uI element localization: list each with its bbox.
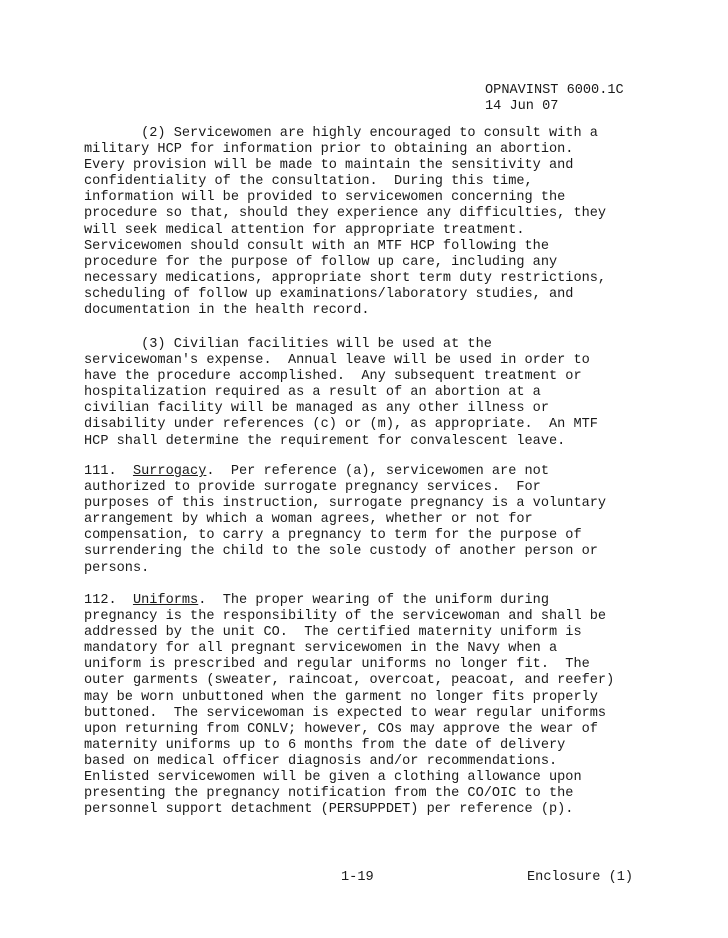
paragraph-line: persons. bbox=[84, 560, 150, 576]
paragraph-line: servicewoman's expense. Annual leave will be used in order to bbox=[84, 353, 590, 369]
paragraph-line: presenting the pregnancy notification from the CO/OIC to the bbox=[84, 786, 574, 802]
section-111-surrogacy bbox=[84, 464, 664, 577]
paragraph-line: procedure so that, should they experience any difficulties, they bbox=[84, 206, 607, 222]
paragraph-line: HCP shall determine the requirement for convalescent leave. bbox=[84, 433, 566, 449]
paragraph-3-civilian-facilities bbox=[84, 337, 664, 450]
paragraph-line: have the procedure accomplished. Any subsequent treatment or bbox=[84, 369, 582, 385]
paragraph-line: Every provision will be made to maintain the sensitivity and bbox=[84, 158, 574, 174]
paragraph-line: (2) Servicewomen are highly encouraged to consult with a bbox=[84, 126, 598, 141]
paragraph-line: buttoned. The servicewoman is expected to wear regular uniforms bbox=[84, 705, 607, 721]
paragraph-line: upon returning from CONLV; however, COs may approve the wear of bbox=[84, 721, 598, 737]
paragraph-line: civilian facility will be managed as any other illness or bbox=[84, 401, 549, 417]
section-number: 112. bbox=[84, 593, 133, 608]
paragraph-line: outer garments (sweater, raincoat, overcoat, peacoat, and reefer) bbox=[84, 673, 615, 689]
paragraph-line: documentation in the health record. bbox=[84, 303, 370, 319]
paragraph-line: surrendering the child to the sole custody of another person or bbox=[84, 544, 598, 560]
paragraph-line: may be worn unbuttoned when the garment no longer fits properly bbox=[84, 689, 598, 705]
section-first-line bbox=[84, 593, 664, 609]
paragraph-line: maternity uniforms up to 6 months from the date of delivery bbox=[84, 737, 566, 753]
enclosure-label: Enclosure (1) bbox=[527, 870, 634, 885]
section-first-line-text: . Per reference (a), servicewomen are not bbox=[206, 464, 549, 479]
paragraph-line: authorized to provide surrogate pregnancy services. For bbox=[84, 480, 541, 496]
paragraph-line: pregnancy is the responsibility of the servicewoman and shall be bbox=[84, 609, 607, 625]
paragraph-line: procedure for the purpose of follow up care, including any bbox=[84, 254, 558, 270]
paragraph-line: scheduling of follow up examinations/laboratory studies, and bbox=[84, 286, 574, 302]
paragraph-line: purposes of this instruction, surrogate pregnancy is a voluntary bbox=[84, 496, 607, 512]
paragraph-line: Servicewomen should consult with an MTF HCP following the bbox=[84, 238, 549, 254]
paragraph-line: based on medical officer diagnosis and/or recommendations. bbox=[84, 753, 558, 769]
section-first-line bbox=[84, 464, 664, 480]
section-heading: Uniforms bbox=[132, 593, 199, 608]
paragraph-line: disability under references (c) or (m), as appropriate. An MTF bbox=[84, 417, 598, 433]
paragraph-line: mandatory for all pregnant servicewomen in the Navy when a bbox=[84, 641, 558, 657]
paragraph-line: necessary medications, appropriate short term duty restrictions, bbox=[84, 270, 607, 286]
paragraph-line: (3) Civilian facilities will be used at the bbox=[84, 337, 492, 352]
paragraph-line: addressed by the unit CO. The certified maternity uniform is bbox=[84, 625, 582, 641]
section-112-uniforms bbox=[84, 593, 664, 818]
paragraph-line: compensation, to carry a pregnancy to term for the purpose of bbox=[84, 528, 582, 544]
paragraph-line: arrangement by which a woman agrees, whether or not for bbox=[84, 512, 533, 528]
document-header bbox=[485, 83, 624, 115]
paragraph-line: military HCP for information prior to obtaining an abortion. bbox=[84, 142, 574, 158]
section-heading: Surrogacy bbox=[132, 464, 207, 479]
paragraph-line: confidentiality of the consultation. During this time, bbox=[84, 174, 533, 190]
paragraph-line: hospitalization required as a result of an abortion at a bbox=[84, 385, 541, 401]
paragraph-2-servicewomen-consult bbox=[84, 126, 664, 319]
paragraph-line: uniform is prescribed and regular uniforms no longer fit. The bbox=[84, 657, 590, 673]
paragraph-line: personnel support detachment (PERSUPPDET) per reference (p). bbox=[84, 802, 574, 818]
instruction-date: 14 Jun 07 bbox=[485, 99, 559, 114]
section-first-line-text: . The proper wearing of the uniform during bbox=[198, 593, 549, 608]
paragraph-line: will seek medical attention for appropriate treatment. bbox=[84, 222, 525, 238]
instruction-number: OPNAVINST 6000.1C bbox=[485, 83, 624, 98]
section-number: 111. bbox=[84, 464, 133, 479]
paragraph-line: information will be provided to servicewomen concerning the bbox=[84, 190, 566, 206]
paragraph-line: Enlisted servicewomen will be given a clothing allowance upon bbox=[84, 770, 582, 786]
page-number: 1-19 bbox=[341, 870, 374, 885]
